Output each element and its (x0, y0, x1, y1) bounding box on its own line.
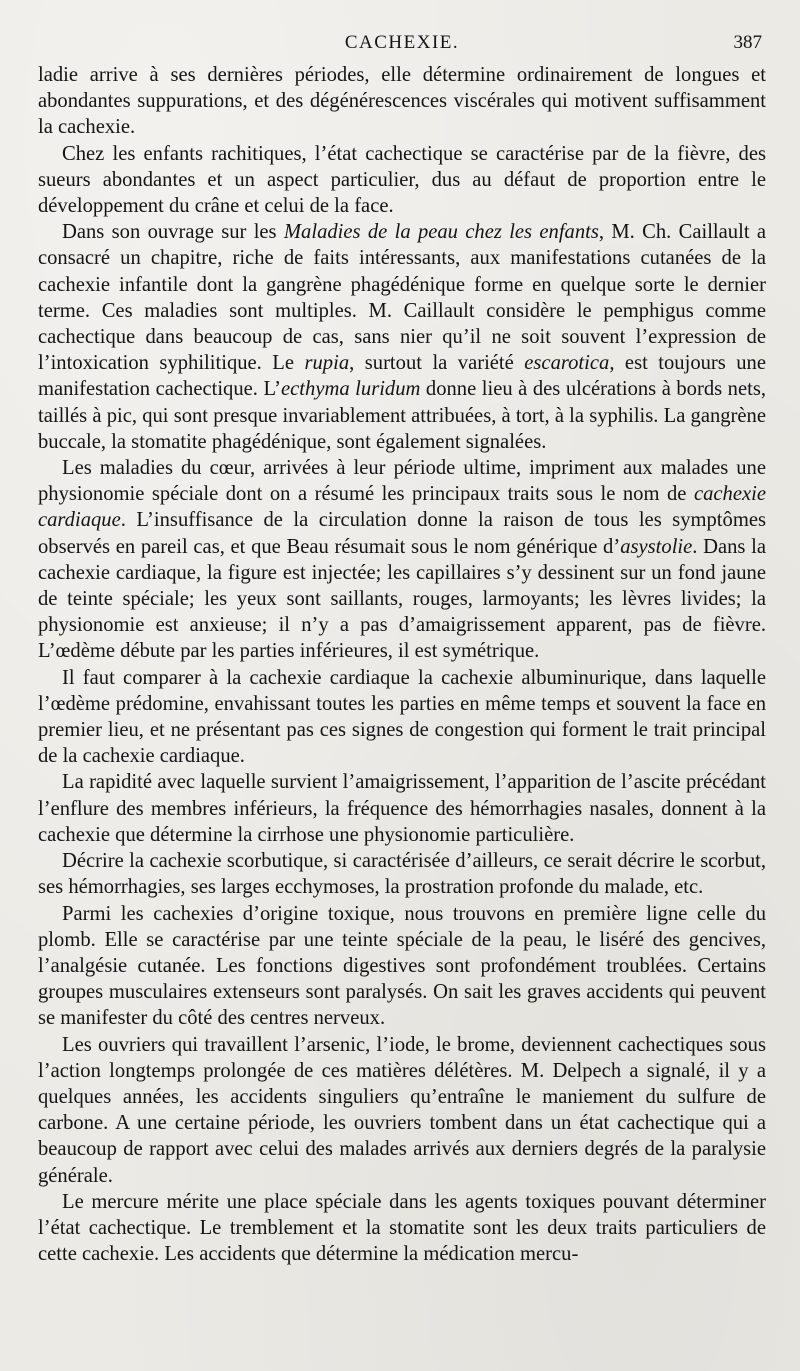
paragraph-9 (38, 1032, 766, 1189)
paragraph-5 (38, 665, 766, 770)
text-run: , est toujours une manifestation cachectique. L’ (38, 352, 766, 401)
italic-term: Maladies de la peau chez les enfants (283, 221, 599, 244)
italic-term: ecthyma luridum (281, 378, 421, 401)
text-run: Chez les enfants rachitiques, l’état cachectique se caractérise par de la fièvre, des sueurs abondantes et un aspect particulier, dus au défaut de proportion entre le développement du crâne et celui de la face. (38, 142, 766, 218)
text-run: Dans son ouvrage sur les (62, 221, 284, 244)
text-run: . Dans la cachexie cardiaque, la figure est injectée; les capillaires s’y dessinent sur un fond jaune de teinte spéciale; les yeux sont saillants, rouges, larmoyants; les lèvres livides; la physionomie est anxieuse; il n’y a pas d’amaigrissement apparent, pas de fièvre. L’œdème débute par les parties inférieures, il est symétrique. (38, 535, 766, 663)
paragraph-8 (38, 901, 766, 1032)
italic-term: rupia (304, 352, 350, 375)
text-run: ladie arrive à ses dernières périodes, elle détermine ordinairement de longues et abondantes suppurations, et des dégénérescences viscérales qui motivent suffisamment la cachexie. (38, 64, 766, 139)
paragraph-6 (38, 769, 766, 848)
text-run: Décrire la cachexie scorbutique, si caractérisée d’ailleurs, ce serait décrire le scorbut, ses hémorrhagies, ses larges ecchymoses, la prostration profonde du malade, etc. (38, 850, 766, 899)
paragraph-7 (38, 848, 766, 900)
text-run: . L’insuffisance de la circulation donne la raison de tous les symptômes observés en pareil cas, et que Beau résumait sous le nom générique d’ (38, 509, 766, 558)
text-run: Parmi les cachexies d’origine toxique, nous trouvons en première ligne celle du plomb. Elle se caractérise par une teinte spéciale de la peau, le liséré des gencives, l’analgésie cutanée. Les fonctions digestives sont profondément troublées. Certains groupes musculaires extenseurs sont paralysés. On sait les graves accidents qui peuvent se manifester du côté des centres nerveux. (38, 902, 766, 1030)
paragraph-2 (38, 141, 766, 220)
italic-term: asystolie (620, 535, 693, 558)
text-run: donne lieu à des ulcérations à bords nets, taillés à pic, qui sont presque invariablement attribuées, à tort, à la syphilis. La gangrène buccale, la stomatite phagédénique, sont également signalées. (38, 378, 766, 453)
paragraph-1 (38, 62, 766, 141)
paragraph-3 (38, 219, 766, 455)
running-head (38, 30, 766, 56)
italic-term: escarotica (524, 352, 610, 375)
paragraph-10 (38, 1189, 766, 1268)
italic-term: cachexie cardiaque (38, 483, 766, 532)
page-number: 387 (733, 32, 762, 53)
text-run: Il faut comparer à la cachexie cardiaque la cachexie albuminurique, dans laquelle l’œdème prédomine, envahissant toutes les parties en même temps et souvent la face en premier lieu, et ne présentant pas ces signes de congestion qui forment le trait principal de la cachexie cardiaque. (38, 666, 766, 768)
paragraph-4 (38, 455, 766, 665)
text-run: , surtout la variété (349, 352, 525, 375)
text-run: La rapidité avec laquelle survient l’amaigrissement, l’apparition de l’ascite précédant l’enflure des membres inférieurs, la fréquence des hémorrhagies nasales, donnent à la cachexie que détermine la cirrhose une physionomie particulière. (38, 771, 766, 846)
text-run: Les maladies du cœur, arrivées à leur période ultime, impriment aux malades une physionomie spéciale dont on a résumé les principaux traits sous le nom de (38, 457, 766, 506)
text-run: Les ouvriers qui travaillent l’arsenic, l’iode, le brome, deviennent cachectiques sous l’action longtemps prolongée de ces matières délétères. M. Delpech a signalé, il y a quelques années, les accidents singuliers qu’entraîne le maniement du sulfure de carbone. A une certaine période, les ouvriers tombent dans un état cachectique qui a beaucoup de rapport avec celui des malades arrivés aux derniers degrés de la paralysie générale. (38, 1033, 766, 1187)
text-run: , M. Ch. Caillault a consacré un chapitre, riche de faits intéressants, aux manifestations cutanées de la cachexie infantile dont la gangrène phagédénique forme en quelque sorte le dernier terme. Ces maladies sont multiples. M. Caillault considère le pemphigus comme cachectique dans beaucoup de cas, sans nier qu’il ne soit souvent l’expression de l’intoxication syphilitique. Le (38, 221, 766, 375)
running-title: CACHEXIE. (344, 32, 460, 53)
text-run: Le mercure mérite une place spéciale dans les agents toxiques pouvant déterminer l’état cachectique. Le tremblement et la stomatite sont les deux traits particuliers de cette cachexie. Les accidents que détermine la médication mercu- (38, 1190, 766, 1266)
body-text (38, 62, 766, 1267)
